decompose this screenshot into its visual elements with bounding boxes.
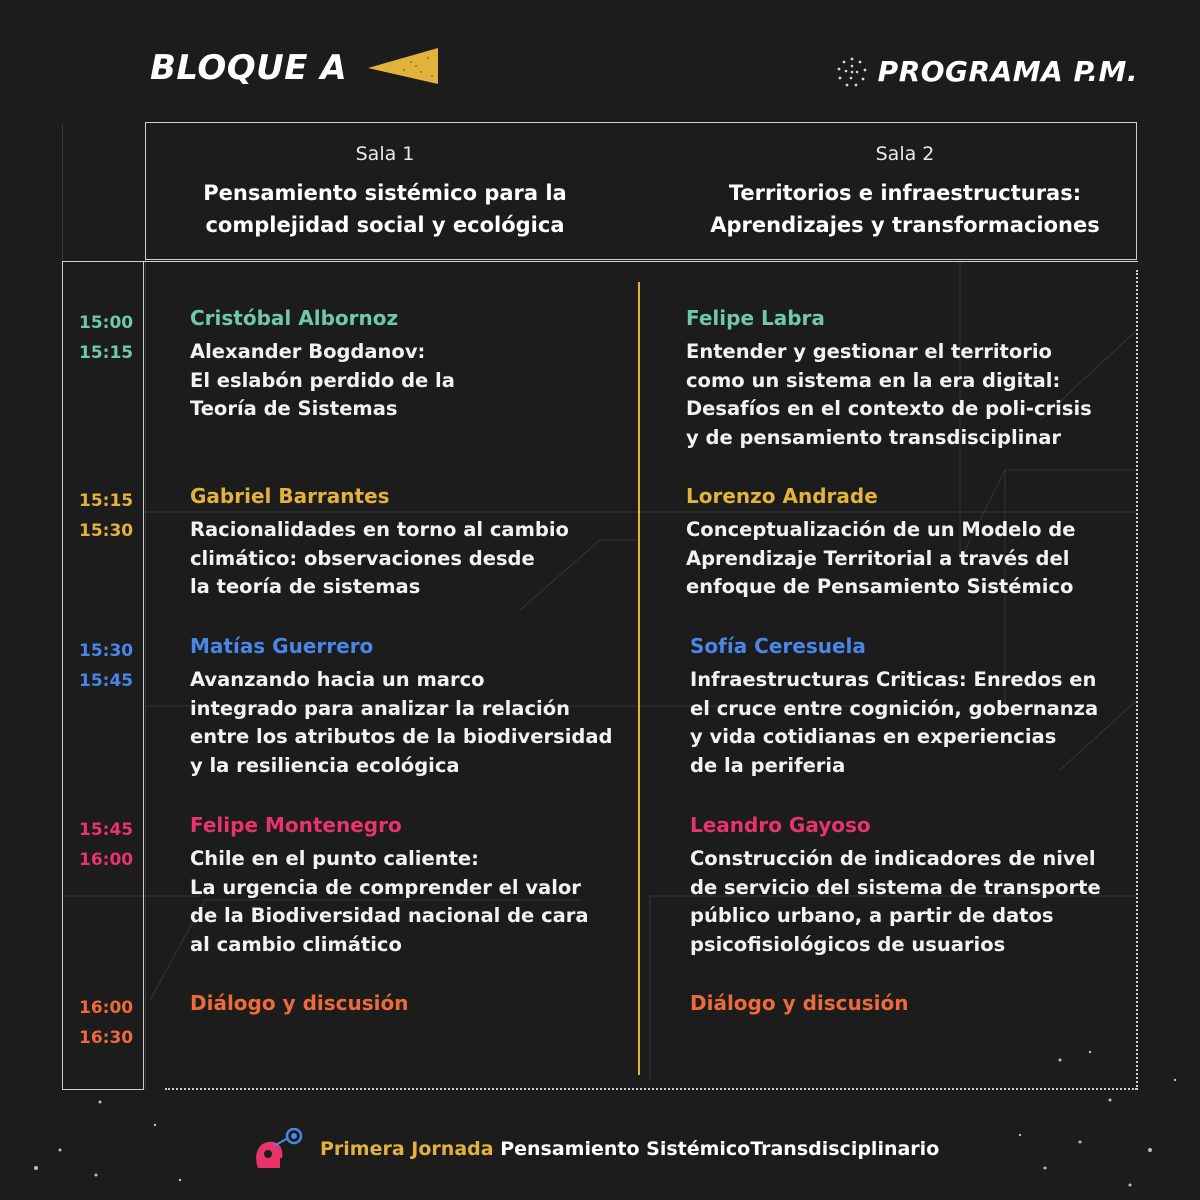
schedule-top-border xyxy=(62,261,1138,262)
speaker-name: Cristóbal Albornoz xyxy=(190,306,399,330)
speaker-name: Diálogo y discusión xyxy=(190,991,409,1015)
session-sala1 xyxy=(190,484,569,602)
room-name: Sala 2 xyxy=(875,143,935,165)
start-time: 15:00 xyxy=(79,313,134,333)
speaker-name: Diálogo y discusión xyxy=(690,991,909,1015)
column-divider xyxy=(638,282,640,1075)
block-title: BLOQUE A xyxy=(150,48,348,88)
dotted-circle-icon xyxy=(836,56,868,88)
speaker-name: Felipe Montenegro xyxy=(190,813,402,837)
program-title: PROGRAMA P.M. xyxy=(877,55,1138,88)
speaker-name: Sofía Ceresuela xyxy=(690,634,866,658)
talk-title: Alexander Bogdanov: El eslabón perdido de la Teoría de Sistemas xyxy=(190,340,455,421)
session-sala1 xyxy=(190,306,455,424)
talk-title: Racionalidades en torno al cambio climático: observaciones desde la teoría de sistemas xyxy=(190,518,569,599)
session-sala1 xyxy=(190,991,408,1023)
start-time: 15:45 xyxy=(79,820,134,840)
room-title: Pensamiento sistémico para la complejidad social y ecológica xyxy=(203,181,567,237)
dotted-border-right xyxy=(1136,270,1138,1090)
session-sala2 xyxy=(690,991,908,1023)
room-header-2 xyxy=(670,143,1140,241)
time-range xyxy=(79,308,133,368)
footer-part-1: Primera Jornada xyxy=(320,1138,494,1160)
footer-part-2: Pensamiento Sistémico xyxy=(500,1138,751,1160)
start-time: 15:30 xyxy=(79,641,134,661)
time-range xyxy=(79,815,133,875)
speaker-name: Felipe Labra xyxy=(686,306,825,330)
time-range xyxy=(79,636,133,696)
pennant-icon xyxy=(366,46,442,86)
room-header-1 xyxy=(150,143,620,241)
start-time: 15:15 xyxy=(79,491,134,511)
talk-title: Infraestructuras Criticas: Enredos en el cruce entre cognición, gobernanza y vida cotidianas en experiencias de la periferia xyxy=(690,668,1099,777)
session-sala1 xyxy=(190,634,612,780)
speaker-name: Gabriel Barrantes xyxy=(190,484,390,508)
session-sala1 xyxy=(190,813,589,959)
end-time: 15:45 xyxy=(79,671,134,691)
decorative-specks xyxy=(0,1040,1200,1200)
session-sala2 xyxy=(690,634,1098,780)
session-sala2 xyxy=(686,484,1075,602)
end-time: 16:30 xyxy=(79,1028,134,1048)
talk-title: Entender y gestionar el territorio como un sistema en la era digital: Desafíos en el contexto de poli-crisis y de pensamiento transdisciplinar xyxy=(686,340,1092,449)
room-title: Territorios e infraestructuras: Aprendizajes y transformaciones xyxy=(710,181,1100,237)
talk-title: Conceptualización de un Modelo de Aprendizaje Territorial a través del enfoque de Pensamiento Sistémico xyxy=(686,518,1076,599)
end-time: 15:15 xyxy=(79,343,134,363)
end-time: 15:30 xyxy=(79,521,134,541)
start-time: 16:00 xyxy=(79,998,134,1018)
room-name: Sala 1 xyxy=(355,143,415,165)
session-sala2 xyxy=(690,813,1101,959)
end-time: 16:00 xyxy=(79,850,134,870)
speaker-name: Leandro Gayoso xyxy=(690,813,871,837)
time-range xyxy=(79,486,133,546)
session-sala2 xyxy=(686,306,1092,452)
speaker-name: Matías Guerrero xyxy=(190,634,374,658)
talk-title: Chile en el punto caliente: La urgencia de comprender el valor de la Biodiversidad nacional de cara al cambio climático xyxy=(190,847,589,956)
talk-title: Avanzando hacia un marco integrado para analizar la relación entre los atributos de la biodiversidad y la resiliencia ecológica xyxy=(190,668,613,777)
talk-title: Construcción de indicadores de nivel de servicio del sistema de transporte público urbano, a partir de datos psicofisiológicos de usuarios xyxy=(690,847,1101,956)
footer-part-3: Transdisciplinario xyxy=(750,1138,940,1160)
speaker-name: Lorenzo Andrade xyxy=(686,484,878,508)
